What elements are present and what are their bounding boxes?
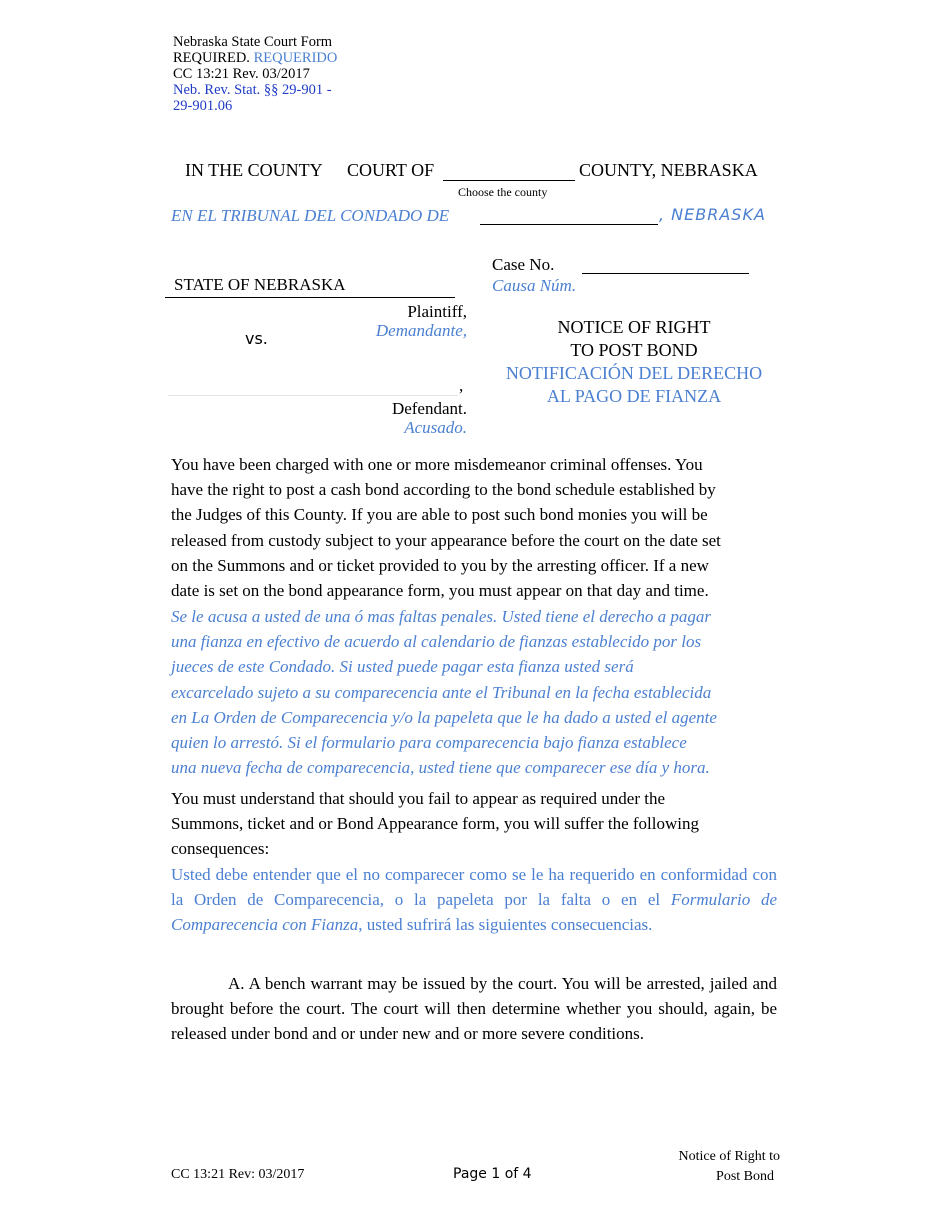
text-line: the Judges of this County. If you are able to post such bond monies you will be	[171, 505, 708, 525]
text-line: en La Orden de Comparecencia y/o la papeleta que le ha dado a usted el agente	[171, 707, 717, 727]
case-number-field[interactable]	[582, 254, 749, 274]
court-line-en	[185, 160, 323, 181]
footer-title-line-1: Notice of Right to	[678, 1149, 780, 1164]
p2-es-part-1: Usted debe entender que el no comparecer como se le ha requerido en conformidad con la Orden de Comparecencia, o la papeleta por la falta o en el	[171, 865, 777, 910]
footer-title-line-2: Post Bond	[716, 1169, 774, 1184]
plaintiff-label: Plaintiff,	[407, 302, 467, 321]
text-line: jueces de este Condado. Si usted puede pagar esta fianza usted será	[171, 657, 634, 677]
paragraph-2-en	[171, 786, 777, 862]
text-line: excarcelado sujeto a su comparecencia ante el Tribunal en la fecha establecida	[171, 682, 712, 702]
title-es-line-1: NOTIFICACIÓN DEL DERECHO	[505, 363, 763, 383]
paragraph-1-es	[171, 604, 777, 780]
text-line: You must understand that should you fail to appear as required under the	[171, 789, 666, 808]
text-line: Summons, ticket and or Bond Appearance form, you will suffer the following	[171, 814, 700, 834]
text-line: on the Summons and or ticket provided to you by the arresting officer. If a new	[171, 555, 709, 575]
footer-page-number: Page 1 of 4	[453, 1166, 532, 1182]
county-name-es-field[interactable]	[480, 206, 658, 225]
footer-title	[640, 1147, 780, 1187]
paragraph-1-en	[171, 452, 777, 603]
defendant-label: Defendant.	[391, 399, 467, 418]
case-number-label: Case No.	[492, 255, 555, 274]
consequence-item-a: A. A bench warrant may be issued by the court. You will be arrested, jailed and brought before the court. The court will then determine whether you should, again, be released under bond and or under new and or more severe conditions.	[171, 974, 777, 1044]
text-line: released from custody subject to your appearance before the court on the date set	[171, 530, 721, 550]
text-line: Se le acusa a usted de una ó mas faltas penales. Usted tiene el derecho a pagar	[171, 607, 711, 626]
court-of-label: COURT OF	[347, 160, 435, 180]
title-en-line-2: TO POST BOND	[570, 340, 698, 360]
county-name-field[interactable]	[443, 160, 575, 181]
form-number: CC 13:21 Rev. 03/2017	[173, 66, 310, 82]
text-line: date is set on the bond appearance form, you must appear on that day and time.	[171, 581, 709, 601]
county-nebraska-label: COUNTY, NEBRASKA	[579, 160, 758, 180]
text-line: una fianza en efectivo de acuerdo al calendario de fianzas establecido por los	[171, 632, 702, 652]
case-number-label-es: Causa Núm.	[492, 276, 577, 295]
versus: vs.	[245, 329, 268, 348]
in-the-county: IN THE COUNTY	[185, 160, 323, 180]
notice-title	[492, 316, 776, 408]
defendant-label-es: Acusado.	[404, 418, 467, 437]
text-line: quien lo arrestó. Si el formulario para comparecencia bajo fianza establece	[171, 733, 687, 753]
nebraska-es-label: , NEBRASKA	[659, 205, 766, 224]
p2-es-part-3: , usted sufrirá las siguientes consecuencias.	[358, 915, 653, 935]
county-hint: Choose the county	[458, 185, 548, 199]
footer-form-number: CC 13:21 Rev: 03/2017	[171, 1167, 305, 1182]
statute-line-1: Neb. Rev. Stat. §§ 29-901 -	[173, 82, 332, 98]
title-es-line-2: AL PAGO DE FIANZA	[546, 386, 722, 406]
required-line	[173, 50, 393, 66]
plaintiff-name: STATE OF NEBRASKA	[174, 275, 346, 294]
required-es: REQUERIDO	[253, 50, 338, 66]
text-line: consequences:	[171, 839, 270, 859]
court-line-es: EN EL TRIBUNAL DEL CONDADO DE	[171, 206, 450, 225]
plaintiff-label-es: Demandante,	[375, 321, 467, 340]
defendant-comma: ,	[459, 376, 464, 395]
form-name: Nebraska State Court Form	[173, 34, 333, 50]
plaintiff-underline	[165, 297, 455, 298]
form-header	[173, 34, 393, 114]
text-line: have the right to post a cash bond according to the bond schedule established by	[171, 480, 716, 500]
p2-es-part-2: Formulario de Comparecencia con Fianza	[171, 890, 777, 935]
title-en-line-1: NOTICE OF RIGHT	[557, 317, 711, 337]
text-line: You have been charged with one or more misdemeanor criminal offenses. You	[171, 455, 703, 474]
text-line: una nueva fecha de comparecencia, usted tiene que comparecer ese día y hora.	[171, 758, 710, 778]
paragraph-2-es	[171, 862, 777, 938]
statute-line-2: 29-901.06	[173, 98, 233, 114]
defendant-name-field[interactable]	[168, 395, 458, 396]
required-en: REQUIRED.	[173, 50, 250, 66]
